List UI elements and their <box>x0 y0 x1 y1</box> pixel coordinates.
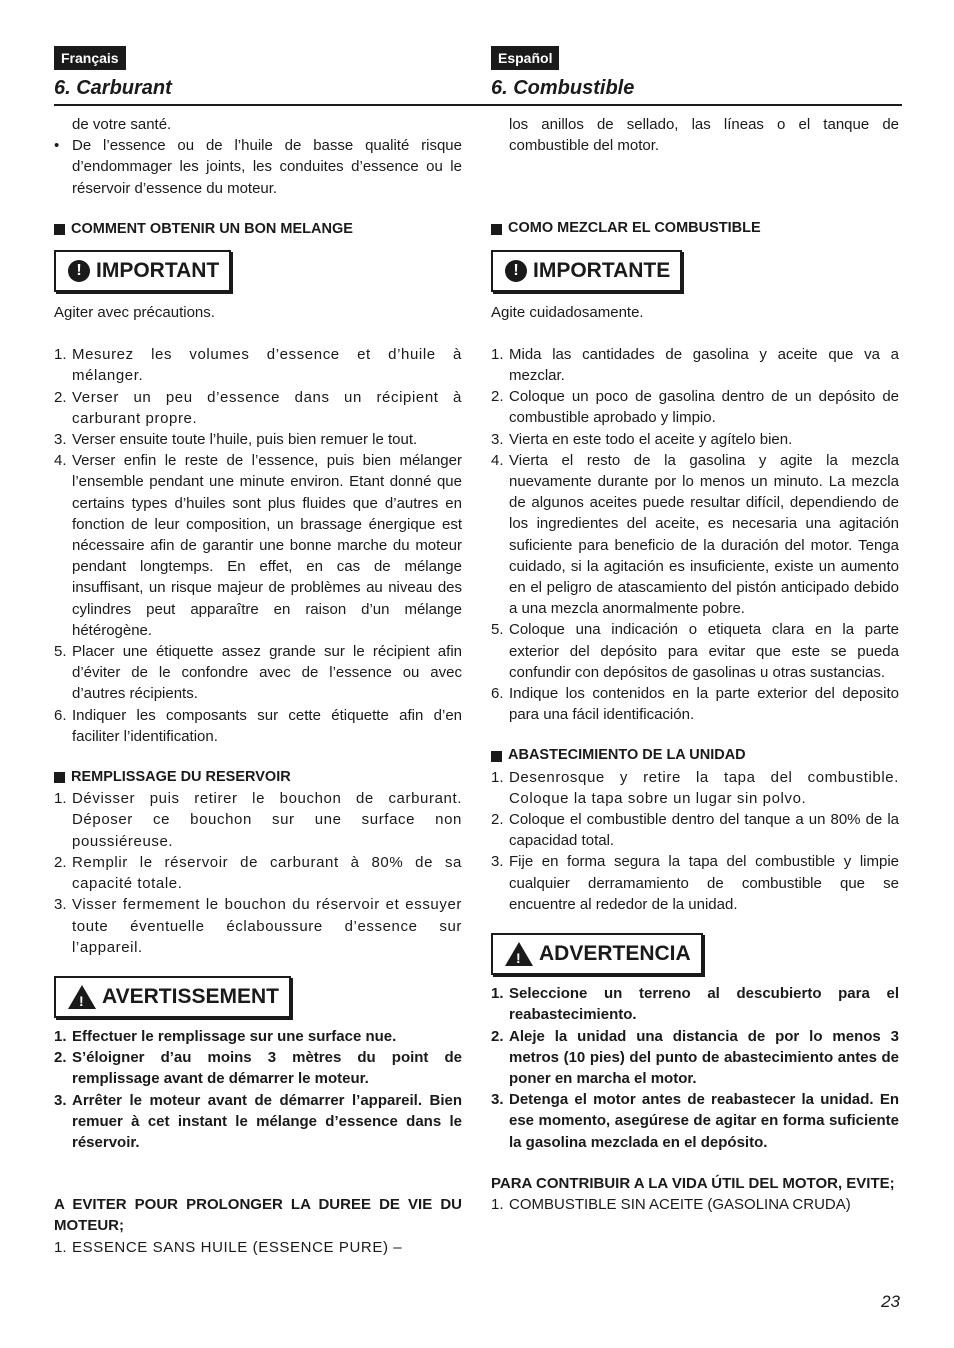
list-item: 2. Aleje la unidad una distancia de por lo menos 3 metros (10 pies) del punto de abastecimiento antes de poner en marcha el motor. <box>491 1027 899 1087</box>
important-text: Agiter avec précautions. <box>54 304 215 322</box>
list-item: 3. Fije en forma segura la tapa del combustible y limpie cualquier derramamiento de combustible que se encuentre al rededor de la unidad. <box>491 853 899 913</box>
avoid-heading: A EVITER POUR PROLONGER LA DUREE DE VIE DU MOTEUR; <box>54 1196 462 1235</box>
section-title-es: 6. Combustible <box>491 77 635 99</box>
list-item: 2. Remplir le réservoir de carburant à 80% de sa capacité totale. <box>54 853 462 893</box>
list-item: 2. Coloque un poco de gasolina dentro de un depósito de combustible aprobado y limpio. <box>491 388 899 427</box>
right-header <box>491 46 899 101</box>
warning-triangle-icon: ! <box>505 942 533 966</box>
list-item: 1. Dévisser puis retirer le bouchon de carburant. Déposer ce bouchon sur une surface non poussiéreuse. <box>54 790 462 850</box>
important-box: ! IMPORTANT <box>54 250 231 292</box>
left-header <box>54 46 462 101</box>
fill-steps <box>54 788 462 958</box>
avoid-list <box>491 1194 899 1215</box>
avoid-heading: PARA CONTRIBUIR A LA VIDA ÚTIL DEL MOTOR, EVITE; <box>491 1174 895 1192</box>
list-item: 4. Verser enfin le reste de l’essence, puis bien mélanger l’ensemble pendant une minute environ. Etant donné que certains types d’huiles sont plus fluides que d’autres en fonction de leur composition, un brassage énergique est nécessaire afin de garantir une bonne marche du moteur pendant longtemps. En effet, en cas de mélange insuffisant, un risque majeur de problèmes au niveau des cylindres peut apparaître en raison d’un mélange hétérogène. <box>54 452 462 639</box>
list-item: 5. Coloque una indicación o etiqueta clara en la parte exterior del depósito para evitar que este se pueda confundir con depósitos de gasolinas u otras sustancias. <box>491 621 899 681</box>
exclamation-icon: ! <box>505 260 527 282</box>
warning-steps <box>54 1026 462 1153</box>
language-tab-es: Español <box>491 46 559 70</box>
list-item: 3. Verser ensuite toute l’huile, puis bien remuer le tout. <box>54 431 418 449</box>
fill-steps <box>491 767 899 915</box>
subhead-fill: REMPLISSAGE DU RESERVOIR <box>54 767 462 788</box>
bullet-list <box>54 135 462 199</box>
list-item: 2. S’éloigner d’au moins 3 mètres du point de remplissage avant de démarrer le moteur. <box>54 1049 462 1088</box>
list-item: 6. Indique los contenidos en la parte exterior del deposito para una fácil identificación. <box>491 685 899 724</box>
list-item: 1. Seleccione un terreno al descubierto para el reabastecimiento. <box>491 985 899 1024</box>
subhead-mix: COMMENT OBTENIR UN BON MELANGE <box>54 219 462 240</box>
list-item: 3. Visser fermement le bouchon du réservoir et essuyer toute éventuelle éclaboussure d’essence sur l’appareil. <box>54 896 462 956</box>
list-item: 2. Verser un peu d’essence dans un récipient à carburant propre. <box>54 388 462 427</box>
list-item: 1. ESSENCE SANS HUILE (ESSENCE PURE) – <box>54 1238 403 1256</box>
list-item: 1. Effectuer le remplissage sur une surface nue. <box>54 1027 397 1045</box>
mix-steps <box>54 344 462 747</box>
warning-box: ! ADVERTENCIA <box>491 933 703 975</box>
list-item: 3. Detenga el motor antes de reabastecer la unidad. En ese momento, asegúrese de agitar en forma suficiente la gasolina mezclada en el depósito. <box>491 1091 899 1151</box>
square-bullet-icon <box>491 224 502 235</box>
important-text: Agite cuidadosamente. <box>491 303 644 321</box>
square-bullet-icon <box>54 772 65 783</box>
list-item: 3. Vierta en este todo el aceite y agítelo bien. <box>491 430 793 448</box>
column-spanish <box>491 114 899 1215</box>
intro-continuation: los anillos de sellado, las líneas o el tanque de combustible del motor. <box>509 116 899 155</box>
list-item: 1. COMBUSTIBLE SIN ACEITE (GASOLINA CRUDA) <box>491 1195 851 1213</box>
warning-steps <box>491 983 899 1153</box>
list-item: 2. Coloque el combustible dentro del tanque a un 80% de la capacidad total. <box>491 811 899 850</box>
language-tab-fr: Français <box>54 46 126 70</box>
section-title-fr: 6. Carburant <box>54 77 172 99</box>
list-item: 3. Arrêter le moteur avant de démarrer l’appareil. Bien remuer à cet instant le mélange d’essence dans le réservoir. <box>54 1091 462 1151</box>
square-bullet-icon <box>491 751 502 762</box>
list-item: 4. Vierta el resto de la gasolina y agite la mezcla nuevamente durante por lo menos un minuto. La mezcla de algunos aceites puede resultar difícil, dependiendo de los ingredientes del aceite, es necesaria una agitación suficiente para beneficio de la duración del motor. Tenga cuidado, si la agitación es insuficiente, existe un aumento en el peligro de atascamiento del pistón anticipado debido a una mezcla anormalmente pobre. <box>491 451 899 618</box>
square-bullet-icon <box>54 224 65 235</box>
list-item: 6. Indiquer les composants sur cette étiquette afin d’en faciliter l’identification. <box>54 706 462 745</box>
list-item: 1. Mida las cantidades de gasolina y aceite que va a mezclar. <box>491 345 899 385</box>
warning-box: ! AVERTISSEMENT <box>54 976 291 1018</box>
important-box: ! IMPORTANTE <box>491 250 682 292</box>
intro-continuation: de votre santé. <box>72 116 172 133</box>
avoid-list <box>54 1237 462 1258</box>
exclamation-icon: ! <box>68 260 90 282</box>
subhead-mix: COMO MEZCLAR EL COMBUSTIBLE <box>491 218 899 239</box>
bullet-item: • De l’essence ou de l’huile de basse qualité risque d’endommager les joints, les conduites d’essence ou le réservoir d’essence du moteur. <box>54 137 462 197</box>
mix-steps <box>491 344 899 726</box>
list-item: 1. Mesurez les volumes d’essence et d’huile à mélanger. <box>54 346 462 385</box>
column-french <box>54 114 462 1258</box>
list-item: 5. Placer une étiquette assez grande sur le récipient afin d’éviter de le confondre avec de l’essence ou avec d’autres récipients. <box>54 643 462 703</box>
list-item: 1. Desenrosque y retire la tapa del combustible. Coloque la tapa sobre un lugar sin polvo. <box>491 768 899 807</box>
subhead-fill: ABASTECIMIENTO DE LA UNIDAD <box>491 745 899 766</box>
warning-triangle-icon: ! <box>68 985 96 1009</box>
page-number: 23 <box>881 1292 900 1311</box>
header-rule <box>54 104 902 106</box>
